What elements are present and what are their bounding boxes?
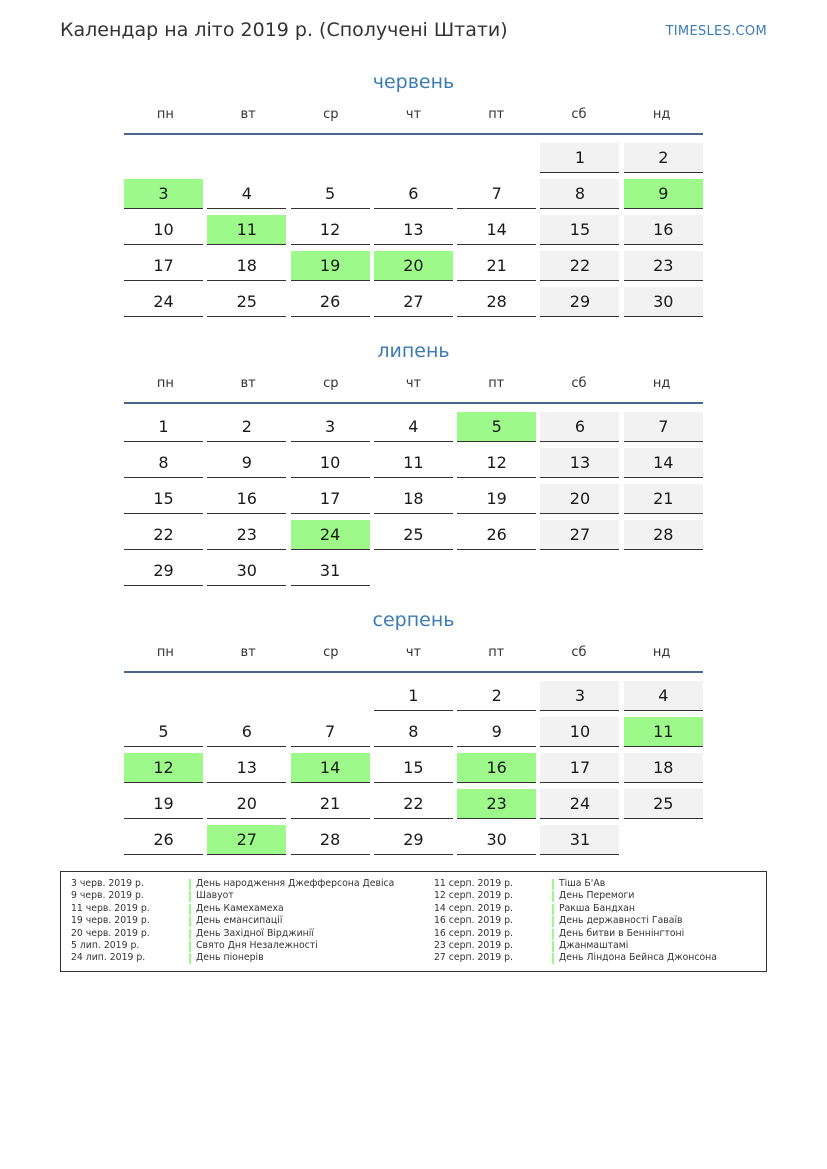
legend-date: 23 серп. 2019 р. — [434, 939, 513, 951]
weekday-label: сб — [571, 107, 587, 122]
day-cell[interactable]: 27 — [540, 520, 619, 550]
legend-holiday-name: День піонерів — [196, 952, 264, 964]
legend-holiday-name: Свято Дня Незалежності — [196, 939, 318, 951]
month-name: липень — [377, 340, 450, 362]
day-cell[interactable]: 15 — [540, 215, 619, 245]
legend-date: 11 черв. 2019 р. — [71, 902, 150, 914]
day-cell[interactable]: 11 — [207, 215, 286, 245]
day-cell[interactable]: 17 — [291, 484, 370, 514]
day-cell[interactable]: 26 — [457, 520, 536, 550]
legend-date: 14 серп. 2019 р. — [434, 902, 513, 914]
day-cell[interactable]: 1 — [540, 143, 619, 173]
day-cell[interactable]: 10 — [291, 448, 370, 478]
day-cell[interactable]: 21 — [624, 484, 703, 514]
day-cell[interactable]: 6 — [374, 179, 453, 209]
legend-row — [434, 915, 717, 927]
legend-date: 16 серп. 2019 р. — [434, 927, 513, 939]
legend-holiday-name: Шавуот — [196, 890, 234, 902]
month-name: червень — [372, 71, 455, 93]
empty-cell — [374, 556, 453, 585]
weekday-label: сб — [571, 645, 587, 660]
legend-date: 16 серп. 2019 р. — [434, 915, 513, 927]
day-cell[interactable]: 10 — [540, 717, 619, 747]
day-cell[interactable]: 11 — [374, 448, 453, 478]
day-cell[interactable]: 30 — [457, 825, 536, 855]
empty-cell — [124, 681, 203, 710]
weekday-label: вт — [240, 376, 256, 391]
day-cell[interactable]: 18 — [207, 251, 286, 281]
day-cell[interactable]: 25 — [207, 287, 286, 317]
legend-date: 19 черв. 2019 р. — [71, 915, 150, 927]
weekday-label: нд — [652, 376, 671, 391]
day-cell[interactable]: 25 — [624, 789, 703, 819]
day-cell[interactable]: 12 — [291, 215, 370, 245]
weekday-label: нд — [652, 645, 671, 660]
weekday-label: пт — [488, 107, 505, 122]
holiday-color-marker — [552, 904, 554, 915]
day-cell[interactable]: 6 — [540, 412, 619, 442]
empty-cell — [624, 825, 703, 854]
weekday-label: ср — [323, 376, 339, 391]
day-cell[interactable]: 31 — [540, 825, 619, 855]
day-cell[interactable]: 13 — [374, 215, 453, 245]
day-cell[interactable]: 23 — [207, 520, 286, 550]
day-grid — [124, 412, 703, 586]
day-cell[interactable]: 5 — [124, 717, 203, 747]
legend-row — [434, 928, 717, 940]
day-cell[interactable]: 23 — [457, 789, 536, 819]
day-cell[interactable]: 28 — [624, 520, 703, 550]
day-cell[interactable]: 16 — [457, 753, 536, 783]
day-cell[interactable]: 4 — [207, 179, 286, 209]
empty-cell — [291, 681, 370, 710]
empty-cell — [124, 143, 203, 172]
day-cell[interactable]: 26 — [291, 287, 370, 317]
legend-holiday-name: День Ліндона Бейнса Джонсона — [559, 952, 717, 964]
day-cell[interactable]: 30 — [207, 556, 286, 586]
holiday-color-marker — [189, 929, 191, 940]
weekday-label: пн — [156, 645, 174, 660]
day-cell[interactable]: 7 — [291, 717, 370, 747]
month-july — [124, 338, 703, 586]
day-cell[interactable]: 9 — [207, 448, 286, 478]
holiday-color-marker — [552, 953, 554, 964]
day-cell[interactable]: 24 — [291, 520, 370, 550]
day-cell[interactable]: 12 — [124, 753, 203, 783]
holiday-color-marker — [552, 891, 554, 902]
day-cell[interactable]: 10 — [124, 215, 203, 245]
empty-cell — [207, 143, 286, 172]
legend-holiday-name: Джанмаштамі — [559, 939, 629, 951]
day-cell[interactable]: 14 — [457, 215, 536, 245]
day-cell[interactable]: 8 — [374, 717, 453, 747]
empty-cell — [540, 556, 619, 585]
legend-row — [71, 903, 394, 915]
legend-date: 3 черв. 2019 р. — [71, 878, 144, 889]
legend-row — [71, 952, 394, 964]
day-cell[interactable]: 8 — [124, 448, 203, 478]
day-cell[interactable]: 22 — [540, 251, 619, 281]
day-cell[interactable]: 2 — [624, 143, 703, 173]
empty-cell — [624, 556, 703, 585]
month-name: серпень — [372, 609, 455, 631]
day-cell[interactable]: 29 — [540, 287, 619, 317]
legend-date: 20 черв. 2019 р. — [71, 927, 150, 939]
legend-holiday-name: Ракша Бандхан — [559, 902, 635, 914]
day-cell[interactable]: 1 — [124, 412, 203, 442]
day-cell[interactable]: 13 — [540, 448, 619, 478]
holiday-color-marker — [189, 904, 191, 915]
legend-holiday-name: День Західної Вірджинії — [196, 927, 314, 939]
legend-holiday-name: Тіша Б'Ав — [559, 878, 606, 889]
day-cell[interactable]: 15 — [124, 484, 203, 514]
legend-holiday-name: День Перемоги — [559, 890, 635, 902]
day-cell[interactable]: 30 — [624, 287, 703, 317]
day-cell[interactable]: 3 — [540, 681, 619, 711]
day-cell[interactable]: 7 — [624, 412, 703, 442]
day-cell[interactable]: 13 — [207, 753, 286, 783]
day-cell[interactable]: 17 — [124, 251, 203, 281]
weekday-label: вт — [240, 645, 256, 660]
legend-row — [434, 890, 717, 902]
day-cell[interactable]: 3 — [291, 412, 370, 442]
legend-date: 5 лип. 2019 р. — [71, 939, 140, 951]
legend-holiday-name: День Камехамеха — [196, 902, 284, 914]
legend-holiday-name: День державності Гаваїв — [559, 915, 683, 927]
legend-date: 9 черв. 2019 р. — [71, 890, 144, 902]
legend-date: 24 лип. 2019 р. — [71, 952, 146, 964]
weekday-label: сб — [571, 376, 587, 391]
day-cell[interactable]: 19 — [124, 789, 203, 819]
month-june — [124, 69, 703, 317]
day-cell[interactable]: 4 — [624, 681, 703, 711]
day-cell[interactable]: 31 — [291, 556, 370, 586]
day-cell[interactable]: 26 — [124, 825, 203, 855]
empty-cell — [457, 556, 536, 585]
day-cell[interactable]: 9 — [457, 717, 536, 747]
day-cell[interactable]: 22 — [374, 789, 453, 819]
day-cell[interactable]: 5 — [457, 412, 536, 442]
legend-column-1 — [71, 878, 394, 965]
day-grid — [124, 143, 703, 317]
holiday-color-marker — [189, 879, 191, 890]
holiday-color-marker — [552, 929, 554, 940]
weekday-label: пн — [156, 107, 174, 122]
day-cell[interactable]: 25 — [374, 520, 453, 550]
day-cell[interactable]: 3 — [124, 179, 203, 209]
weekday-label: чт — [405, 107, 422, 122]
day-cell[interactable]: 23 — [624, 251, 703, 281]
empty-cell — [291, 143, 370, 172]
page-title: Календар на літо 2019 р. (Сполучені Штати) — [60, 19, 508, 41]
day-cell[interactable]: 27 — [207, 825, 286, 855]
empty-cell — [374, 143, 453, 172]
day-cell[interactable]: 16 — [207, 484, 286, 514]
legend-date: 11 серп. 2019 р. — [434, 878, 513, 889]
day-cell[interactable]: 20 — [374, 251, 453, 281]
legend-holiday-name: День народження Джефферсона Девіса — [196, 878, 395, 889]
holiday-color-marker — [552, 879, 554, 890]
weekday-label: вт — [240, 107, 256, 122]
legend-holiday-name: День емансипації — [196, 915, 283, 927]
weekday-label: пн — [156, 376, 174, 391]
day-cell[interactable]: 27 — [374, 287, 453, 317]
day-cell[interactable]: 12 — [457, 448, 536, 478]
legend-row — [71, 915, 394, 927]
day-cell[interactable]: 9 — [624, 179, 703, 209]
day-cell[interactable]: 22 — [124, 520, 203, 550]
empty-cell — [207, 681, 286, 710]
legend-date: 27 серп. 2019 р. — [434, 952, 513, 964]
site-link[interactable]: TIMESLES.COM — [665, 24, 767, 39]
legend-row — [71, 890, 394, 902]
day-cell[interactable]: 24 — [540, 789, 619, 819]
day-cell[interactable]: 15 — [374, 753, 453, 783]
day-cell[interactable]: 17 — [540, 753, 619, 783]
holiday-color-marker — [552, 941, 554, 952]
legend-row — [434, 878, 717, 890]
legend-row — [71, 878, 394, 890]
legend-row — [434, 952, 717, 964]
holiday-color-marker — [552, 916, 554, 927]
day-cell[interactable]: 24 — [124, 287, 203, 317]
day-cell[interactable]: 19 — [457, 484, 536, 514]
day-cell[interactable]: 28 — [457, 287, 536, 317]
day-cell[interactable]: 29 — [124, 556, 203, 586]
day-cell[interactable]: 8 — [540, 179, 619, 209]
weekday-label: чт — [405, 645, 422, 660]
empty-cell — [457, 143, 536, 172]
day-cell[interactable]: 6 — [207, 717, 286, 747]
day-cell[interactable]: 1 — [374, 681, 453, 711]
weekday-label: пт — [488, 376, 505, 391]
holiday-color-marker — [189, 916, 191, 927]
weekday-label: нд — [652, 107, 671, 122]
legend-row — [71, 928, 394, 940]
day-cell[interactable]: 20 — [540, 484, 619, 514]
weekday-header — [124, 376, 703, 404]
weekday-label: ср — [323, 645, 339, 660]
day-cell[interactable]: 19 — [291, 251, 370, 281]
day-cell[interactable]: 16 — [624, 215, 703, 245]
day-cell[interactable]: 14 — [624, 448, 703, 478]
month-august — [124, 607, 703, 855]
day-cell[interactable]: 21 — [291, 789, 370, 819]
day-cell[interactable]: 20 — [207, 789, 286, 819]
day-cell[interactable]: 18 — [624, 753, 703, 783]
weekday-label: чт — [405, 376, 422, 391]
legend-row — [71, 940, 394, 952]
day-cell[interactable]: 7 — [457, 179, 536, 209]
day-cell[interactable]: 2 — [457, 681, 536, 711]
day-cell[interactable]: 29 — [374, 825, 453, 855]
legend-column-2 — [434, 878, 717, 965]
weekday-header — [124, 107, 703, 135]
legend-row — [434, 940, 717, 952]
legend-date: 12 серп. 2019 р. — [434, 890, 513, 902]
day-cell[interactable]: 21 — [457, 251, 536, 281]
weekday-label: пт — [488, 645, 505, 660]
day-cell[interactable]: 28 — [291, 825, 370, 855]
weekday-header — [124, 645, 703, 673]
day-cell[interactable]: 14 — [291, 753, 370, 783]
legend-row — [434, 903, 717, 915]
day-cell[interactable]: 2 — [207, 412, 286, 442]
holiday-color-marker — [189, 891, 191, 902]
holiday-color-marker — [189, 941, 191, 952]
weekday-label: ср — [323, 107, 339, 122]
day-cell[interactable]: 4 — [374, 412, 453, 442]
day-grid — [124, 681, 703, 855]
legend-holiday-name: День битви в Беннінгтоні — [559, 927, 685, 939]
day-cell[interactable]: 18 — [374, 484, 453, 514]
holiday-legend — [60, 871, 767, 972]
holiday-color-marker — [189, 953, 191, 964]
day-cell[interactable]: 11 — [624, 717, 703, 747]
day-cell[interactable]: 5 — [291, 179, 370, 209]
